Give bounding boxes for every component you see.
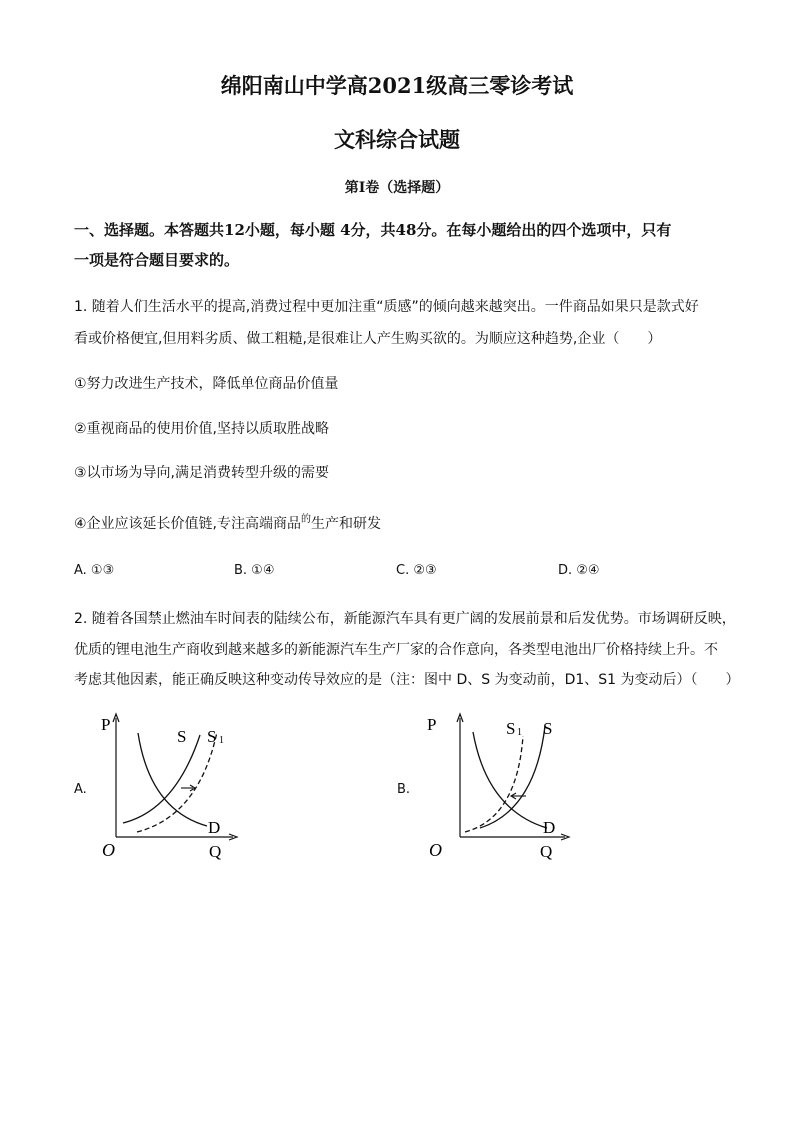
q2-stem-line-2: 优质的锂电池生产商收到越来越多的新能源汽车生产厂家的合作意向，各类型电池出厂价格持续上升。不 — [74, 642, 718, 658]
graph-b-label-d: D — [543, 818, 556, 837]
graph-a-supply1-curve — [137, 732, 217, 832]
q1-item-4-text-b: 生产和研发 — [311, 516, 382, 532]
q1-option-d: D. ②④ — [558, 563, 600, 578]
graph-a-option-label: A. — [74, 782, 87, 797]
graph-b-option-label: B. — [397, 782, 411, 797]
q1-stem-line-1: 1. 随着人们生活水平的提高,消费过程中更加注重“质感”的倾向越来越突出。一件商品如果只是款式好 — [74, 299, 699, 315]
exam-subtitle: 文科综合试题 — [334, 127, 460, 152]
instructions-line-2: 一项是符合题目要求的。 — [74, 251, 240, 269]
exam-title: 绵阳南山中学高2021级高三零诊考试 — [220, 73, 574, 98]
graph-b-label-o: O — [429, 840, 442, 860]
graph-a-label-s1: S — [207, 727, 217, 746]
q1-item-4-text-a: ④企业应该延长价值链,专注高端商品 — [74, 516, 302, 532]
graph-b-label-q: Q — [540, 842, 553, 861]
graph-b — [425, 710, 575, 865]
graph-b-supply1-curve — [465, 736, 523, 832]
instructions-line-1: 一、选择题。本答题共12小题，每小题 4分，共48分。在每小题给出的四个选项中，只有 — [74, 221, 672, 239]
graph-b-label-p: P — [427, 715, 437, 734]
graph-a-label-p: P — [101, 715, 111, 734]
graph-a-label-q: Q — [209, 842, 222, 861]
q1-item-2: ②重视商品的使用价值,坚持以质取胜战略 — [74, 421, 329, 437]
q1-item-4 — [74, 513, 381, 533]
q1-option-b: B. ①④ — [234, 563, 275, 578]
q2-stem-line-3: 考虑其他因素，能正确反映这种变动传导效应的是（注：图中 D、S 为变动前，D1、S1 为变动后）（ ） — [74, 672, 740, 688]
graph-a-label-d: D — [208, 818, 221, 837]
graph-a-label-s1-sub: 1 — [219, 735, 224, 746]
graph-a-supply-curve — [123, 735, 200, 823]
graph-a — [95, 710, 245, 865]
graph-b-label-s: S — [543, 719, 553, 738]
graph-b-label-s1: S — [506, 719, 516, 738]
q1-option-c: C. ②③ — [396, 563, 437, 578]
graph-a-label-o: O — [102, 840, 115, 860]
q1-stem-line-2: 看或价格便宜,但用料劣质、做工粗糙,是很难让人产生购买欲的。为顺应这种趋势,企业（ ） — [74, 331, 662, 347]
q1-option-a: A. ①③ — [74, 563, 115, 578]
q2-stem-line-1: 2. 随着各国禁止燃油车时间表的陆续公布，新能源汽车具有更广阔的发展前景和后发优势。市场调研反映， — [74, 611, 736, 627]
q1-item-3: ③以市场为导向,满足消费转型升级的需要 — [74, 465, 329, 481]
q1-item-1: ①努力改进生产技术，降低单位商品价值量 — [74, 376, 339, 392]
graph-b-supply-curve — [480, 726, 545, 828]
graph-b-label-s1-sub: 1 — [517, 727, 522, 738]
graph-b-demand-curve — [473, 732, 547, 828]
q1-item-4-sup: 的 — [301, 514, 312, 525]
graph-a-label-s: S — [177, 727, 187, 746]
section-heading: 第Ⅰ卷（选择题） — [344, 180, 450, 196]
